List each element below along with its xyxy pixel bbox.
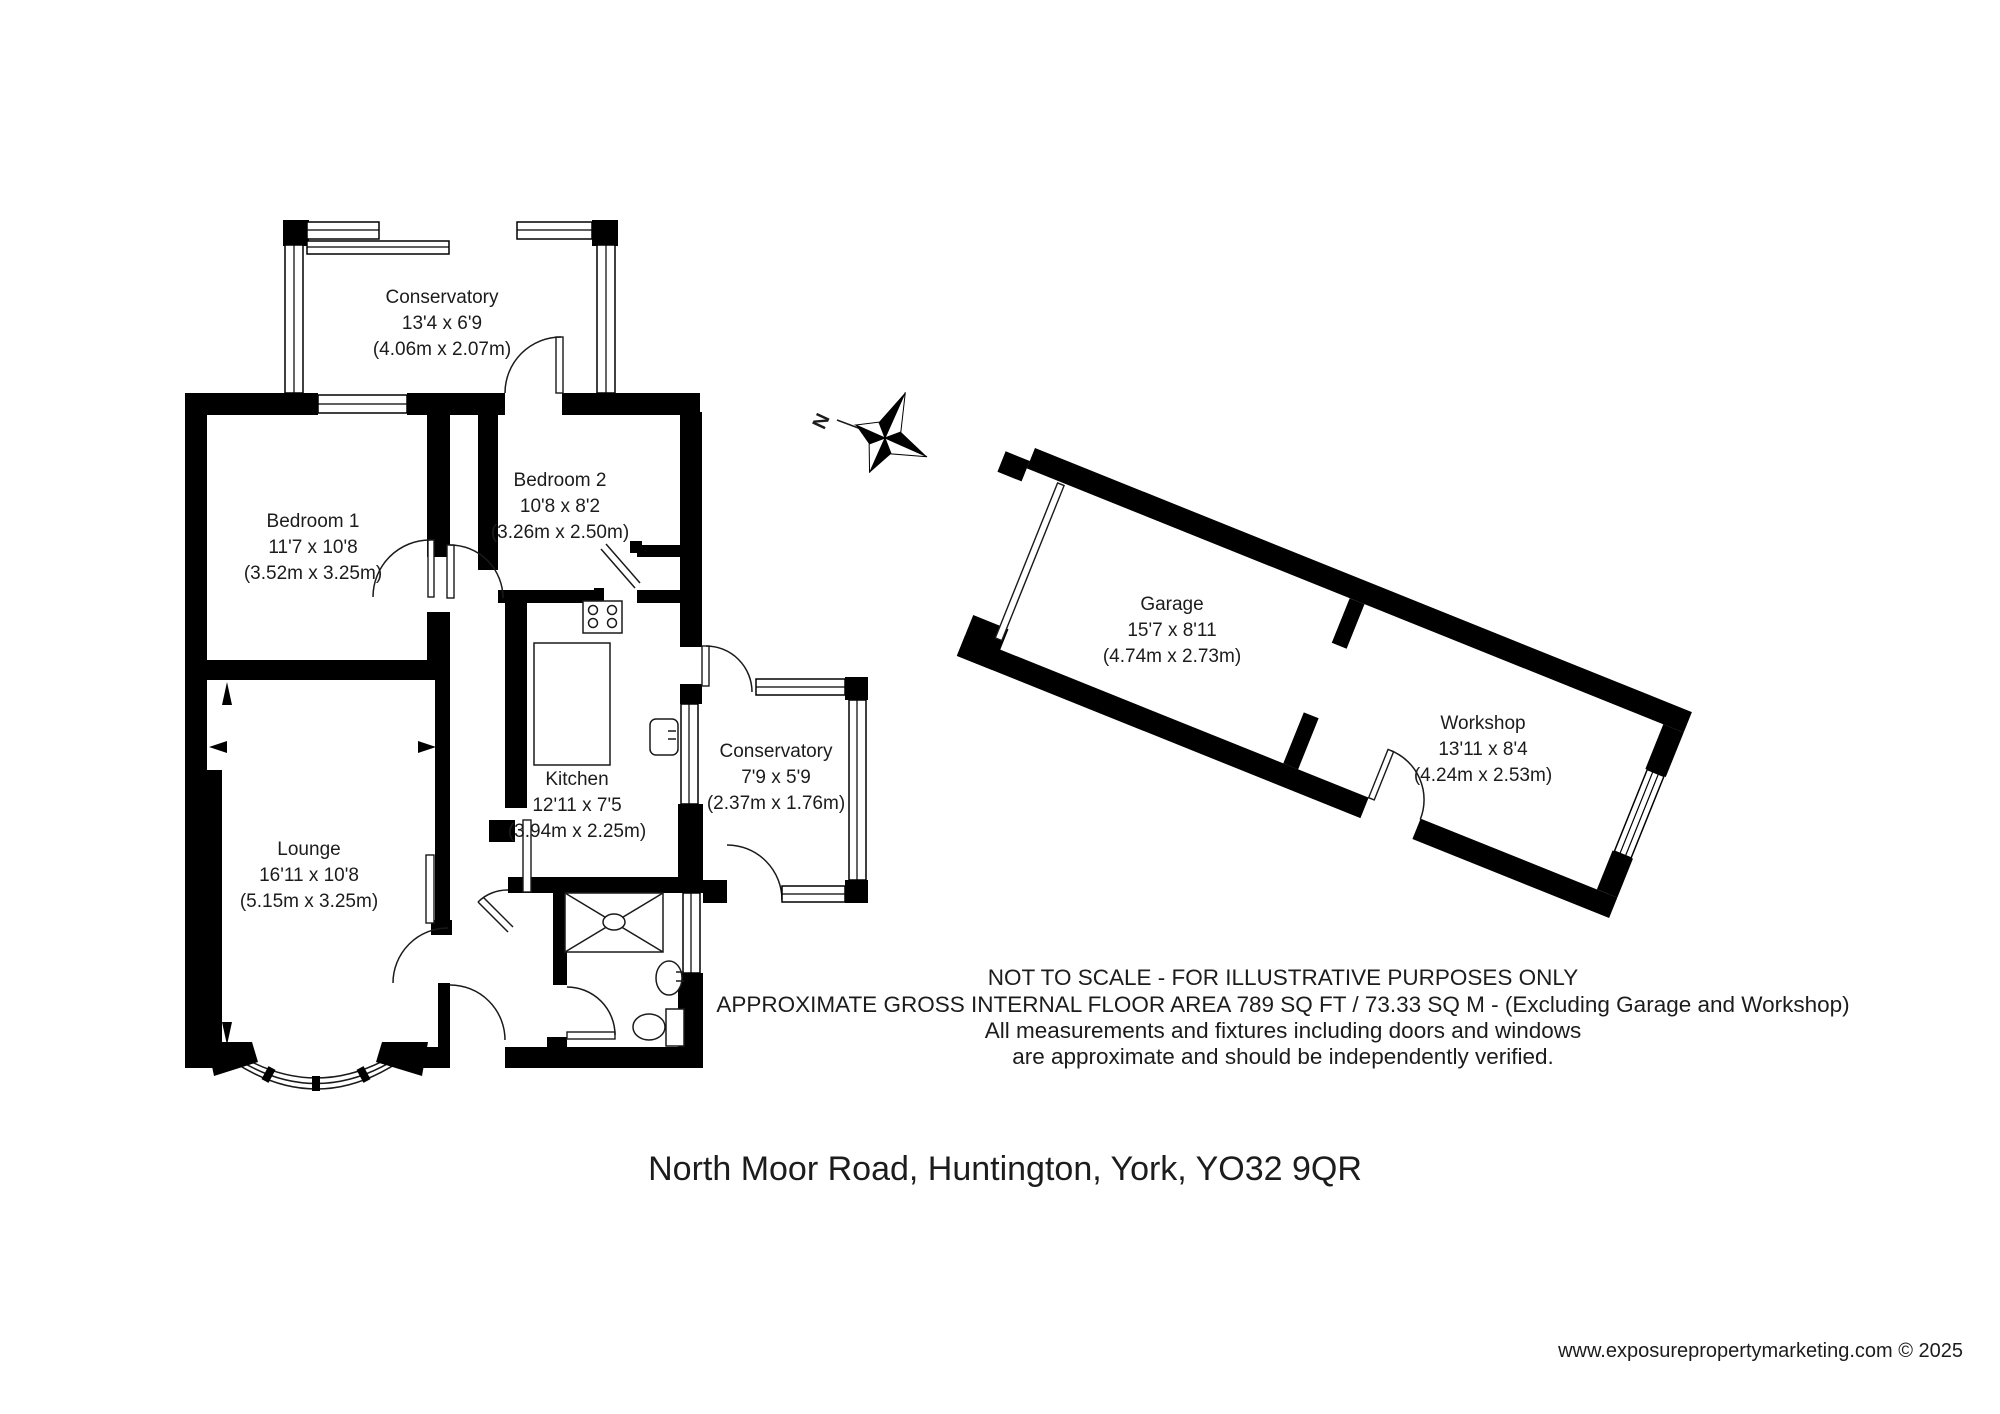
garage-door (995, 483, 1064, 641)
room-size-imperial: 15'7 x 8'11 (1127, 620, 1217, 641)
kitchen-fixtures (534, 601, 678, 765)
room-size-metric: (4.06m x 2.07m) (372, 339, 512, 360)
room-size-imperial: 10'8 x 8'2 (519, 496, 601, 517)
room-size-metric: (4.74m x 2.73m) (1102, 646, 1242, 667)
door-conservatory1 (505, 337, 563, 393)
room-size-imperial: 11'7 x 10'8 (268, 537, 358, 558)
door-lounge (393, 928, 448, 983)
disclaimer-line4: are approximate and should be independently verified. (1012, 1044, 1554, 1069)
page-title: North Moor Road, Huntington, York, YO32 9QR (648, 1150, 1362, 1188)
room-name: Bedroom 1 (266, 511, 360, 532)
room-size-metric: (5.15m x 3.25m) (239, 891, 379, 912)
disclaimer-line2: APPROXIMATE GROSS INTERNAL FLOOR AREA 789 SQ FT / 73.33 SQ M - (Excluding Garage and Workshop) (716, 992, 1850, 1017)
room-size-metric: (2.37m x 1.76m) (706, 793, 846, 814)
bay-window (207, 1042, 428, 1091)
house-walls (185, 393, 703, 1068)
room-size-metric: (3.26m x 2.50m) (490, 522, 630, 543)
room-size-imperial: 13'11 x 8'4 (1438, 739, 1528, 760)
room-size-imperial: 13'4 x 6'9 (401, 313, 483, 334)
outbuilding (928, 438, 1692, 918)
room-name: Conservatory (719, 741, 833, 762)
room-size-imperial: 7'9 x 5'9 (741, 767, 811, 788)
disclaimer-line3: All measurements and fixtures including doors and windows (984, 1018, 1582, 1043)
door-conservatory2-top (702, 646, 752, 692)
room-label-lounge (240, 839, 378, 912)
room-size-metric: (3.52m x 3.25m) (243, 563, 383, 584)
measurement-arrows (209, 682, 436, 1045)
room-label-garage (1103, 594, 1241, 667)
door-inner-lobby (478, 890, 513, 932)
room-name: Garage (1140, 594, 1204, 615)
window (683, 893, 700, 973)
room-label-conservatory2 (707, 741, 845, 814)
sink (650, 719, 678, 755)
room-label-kitchen (508, 769, 646, 842)
disclaimer (716, 965, 1849, 1069)
room-name: Workshop (1440, 713, 1526, 734)
door-front (450, 985, 505, 1040)
door-shower-room (567, 987, 615, 1039)
room-label-workshop (1414, 713, 1552, 786)
room-label-conservatory1 (373, 287, 511, 360)
window (1614, 770, 1664, 858)
room-size-metric: (4.24m x 2.53m) (1413, 765, 1553, 786)
room-name: Bedroom 2 (513, 470, 607, 491)
room-name: Lounge (277, 839, 341, 860)
room-label-bedroom2 (491, 470, 629, 543)
counter (534, 643, 610, 765)
room-name: Conservatory (385, 287, 499, 308)
room-name: Kitchen (545, 769, 609, 790)
door-conservatory2-bottom (727, 845, 782, 900)
disclaimer-line1: NOT TO SCALE - FOR ILLUSTRATIVE PURPOSES ONLY (987, 965, 1579, 990)
room-size-imperial: 12'11 x 7'5 (532, 795, 622, 816)
hob (583, 601, 622, 633)
open-door-leaf (426, 855, 434, 923)
conservatory-2-structure (703, 677, 868, 903)
compass-north-label: N (808, 410, 835, 433)
room-label-bedroom1 (244, 511, 382, 584)
room-size-metric: (3.94m x 2.25m) (507, 821, 647, 842)
bathroom-fixtures (565, 893, 684, 1046)
room-size-imperial: 16'11 x 10'8 (259, 865, 359, 886)
toilet (633, 1009, 684, 1046)
window (318, 395, 407, 413)
window (681, 704, 698, 804)
compass-rose (809, 379, 948, 491)
copyright: www.exposurepropertymarketing.com © 2025 (1558, 1340, 1963, 1362)
shower (565, 893, 663, 952)
